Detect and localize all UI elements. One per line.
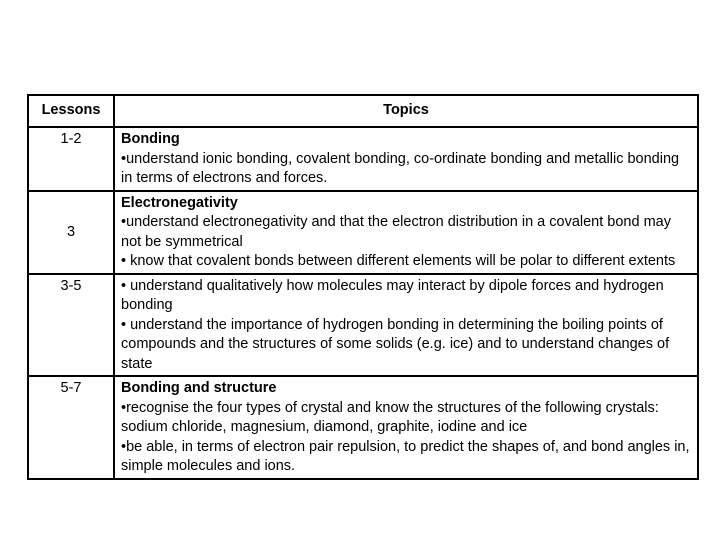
topics-header: Topics [114, 95, 698, 127]
topic-bullet: • understand the importance of hydrogen bonding in determining the boiling points of compounds and the structures of some solids (e.g. ice) and to understand changes of state [121, 316, 670, 372]
table-row [28, 127, 698, 191]
table-row [28, 274, 698, 377]
lesson-number: 3 [28, 191, 114, 274]
table-row [28, 376, 698, 479]
lesson-number: 3-5 [28, 274, 114, 377]
topic-title: Bonding and structure [121, 380, 277, 396]
topic-cell [114, 191, 698, 274]
topic-cell [114, 376, 698, 479]
topic-bullet: • understand qualitatively how molecules may interact by dipole forces and hydrogen bonding [121, 277, 664, 313]
topic-bullet: •be able, in terms of electron pair repulsion, to predict the shapes of, and bond angles in, simple molecules and ions. [121, 438, 690, 474]
topic-bullet: •recognise the four types of crystal and know the structures of the following crystals: sodium chloride, magnesium, diamond, graphite, iodine and ice [121, 399, 659, 435]
lesson-number: 5-7 [28, 376, 114, 479]
lessons-topics-table [27, 94, 699, 480]
topic-bullet: •understand ionic bonding, covalent bonding, co-ordinate bonding and metallic bonding in terms of electrons and forces. [121, 150, 680, 186]
topic-bullet: •understand electronegativity and that the electron distribution in a covalent bond may not be symmetrical [121, 214, 671, 250]
lesson-number: 1-2 [28, 127, 114, 191]
topic-cell [114, 127, 698, 191]
lessons-header: Lessons [28, 95, 114, 127]
table-row [28, 191, 698, 274]
topic-title: Electronegativity [121, 194, 238, 211]
table-header-row [28, 95, 698, 127]
topic-title: Bonding [121, 131, 180, 147]
topic-cell [114, 274, 698, 377]
topic-bullet: • know that covalent bonds between different elements will be polar to different extents [121, 253, 676, 269]
